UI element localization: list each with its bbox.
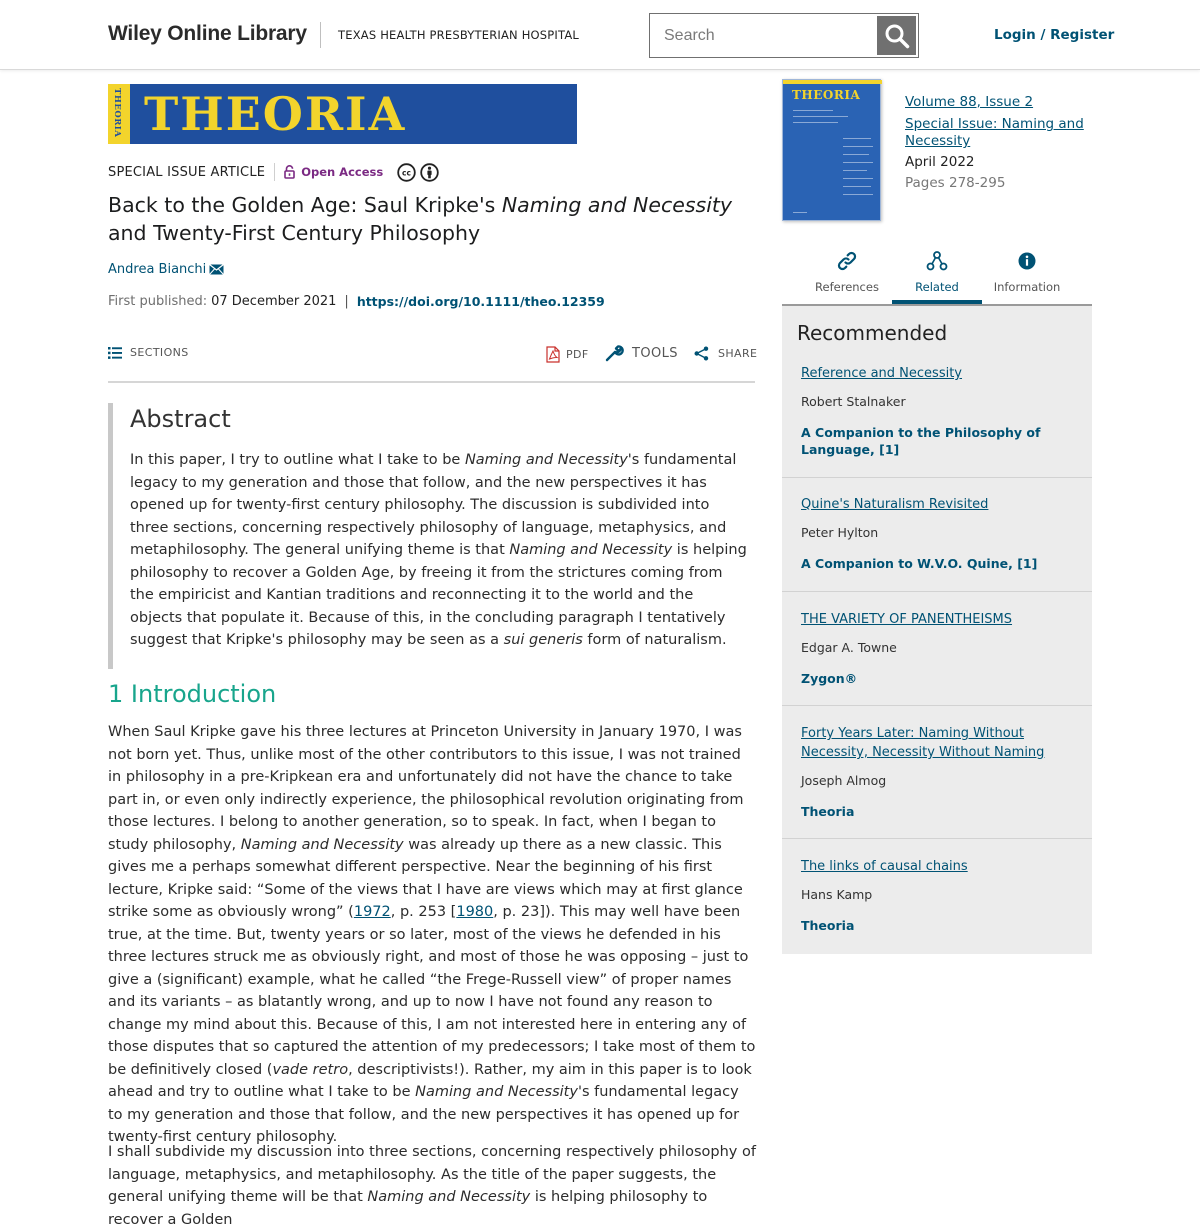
cover-text-line <box>843 186 871 187</box>
recommended-author: Robert Stalnaker <box>801 394 906 409</box>
tab-label: Information <box>993 280 1061 294</box>
tab-information[interactable] <box>982 248 1072 302</box>
cover-top-strip <box>783 80 882 84</box>
recommended-title-link[interactable]: Forty Years Later: Naming Without Necessity, Necessity Without Naming <box>801 726 1045 760</box>
author-row <box>108 262 224 277</box>
body-text-part: , descriptivists!). Rather, my aim in this paper is to look ahead and try to outline what I take to be <box>108 1061 752 1100</box>
tab-references[interactable] <box>802 248 892 302</box>
pub-separator: | <box>344 294 349 309</box>
abstract-text-part: 's fundamental legacy to my generation and those that follow, and the new perspectives it has opened up for twenty-first century philosophy. The discussion is subdivided into three sections, concerning respectively philosophy of language, metaphysics, and metaphilosophy. The general unifying theme is that <box>130 452 737 558</box>
body-italic: Naming and Necessity <box>367 1189 531 1205</box>
title-text: and Twenty-First Century Philosophy <box>108 221 481 245</box>
sections-label: SECTIONS <box>130 346 189 359</box>
search-input[interactable] <box>650 14 876 57</box>
body-text-part: I shall subdivide my discussion into three sections, concerning respectively philosophy of language, metaphysics, and metaphilosophy. As the title of the paper suggests, the general unifying theme will be that <box>108 1144 756 1205</box>
issue-info <box>905 94 1095 192</box>
banner-side-text: THEORIA <box>112 88 122 138</box>
abstract-text-part: is helping philosophy to recover a Golden Age, by freeing it from the strictures coming from the empiricist and Kantian traditions and reconnecting it to the world and the objects that populate it. Because of this, in the concluding paragraph I tentatively suggest that Kripke's philosophy may be seen as a <box>130 542 747 648</box>
toolbar-divider <box>108 381 755 383</box>
abstract-heading: Abstract <box>130 405 231 433</box>
recommended-source-link[interactable]: A Companion to the Philosophy of Language, [1] <box>801 425 1041 457</box>
first-published-label: First published: <box>108 294 208 309</box>
tab-label: Related <box>915 280 959 294</box>
header-divider <box>320 22 321 48</box>
recommended-item <box>782 354 1092 478</box>
recommended-author: Hans Kamp <box>801 887 873 902</box>
recommended-source-link[interactable]: Theoria <box>801 804 855 819</box>
search-box <box>649 13 919 58</box>
cover-text-line <box>843 178 873 179</box>
special-issue-link[interactable]: Special Issue: Naming and Necessity <box>905 116 1084 149</box>
site-logo[interactable]: Wiley Online Library <box>108 22 307 45</box>
link-icon <box>836 250 858 272</box>
search-icon <box>884 23 910 49</box>
citation-link-1972[interactable]: 1972 <box>353 904 391 920</box>
pdf-button[interactable] <box>546 346 589 363</box>
article-type: SPECIAL ISSUE ARTICLE <box>108 164 266 180</box>
title-text: Back to the Golden Age: Saul Kripke's <box>108 193 502 217</box>
recommended-item <box>782 592 1092 706</box>
abstract-text-part: In this paper, I try to outline what I take to be <box>130 452 465 468</box>
recommended-source-link[interactable]: Zygon® <box>801 671 858 686</box>
cover-text-line <box>793 110 833 111</box>
banner-side-strip <box>108 84 130 144</box>
pdf-label: PDF <box>566 348 589 361</box>
journal-banner[interactable] <box>108 84 577 144</box>
tools-label: TOOLS <box>632 345 678 361</box>
share-icon <box>694 346 709 361</box>
body-text-part: is helping philosophy to recover a Golden <box>108 1189 708 1228</box>
recommended-panel <box>782 306 1092 954</box>
recommended-title-link[interactable]: The links of causal chains <box>801 859 968 874</box>
journal-title: THEORIA <box>144 87 407 141</box>
share-label: SHARE <box>718 347 758 360</box>
site-header <box>0 0 1200 70</box>
wrench-icon <box>605 344 623 362</box>
tools-button[interactable] <box>605 344 678 362</box>
open-lock-icon <box>284 165 295 179</box>
search-button[interactable] <box>877 16 916 55</box>
cover-text-line <box>793 116 848 117</box>
sidebar-tabs <box>802 248 1092 304</box>
institution-name: TEXAS HEALTH PRESBYTERIAN HOSPITAL <box>338 28 580 42</box>
cover-text-line <box>793 212 807 213</box>
login-register-link[interactable]: Login / Register <box>994 27 1115 43</box>
issue-date: April 2022 <box>905 154 975 170</box>
introduction-paragraph-1 <box>108 721 756 1149</box>
article-title <box>108 191 758 247</box>
cover-text-line <box>843 146 873 147</box>
article-type-row <box>108 162 439 182</box>
creative-commons-icon[interactable] <box>397 163 416 182</box>
issue-pages: Pages 278-295 <box>905 175 1006 191</box>
network-icon <box>926 250 948 272</box>
body-text-part: 's fundamental legacy to my generation and those that follow, and the new perspectives it has opened up for twenty-first century philosophy. <box>108 1084 740 1145</box>
list-icon <box>108 347 122 359</box>
divider <box>274 163 275 181</box>
sections-button[interactable] <box>108 346 189 359</box>
recommended-item <box>782 706 1092 839</box>
recommended-title-link[interactable]: THE VARIETY OF PANENTHEISMS <box>801 612 1013 627</box>
first-published-date: 07 December 2021 <box>211 294 337 309</box>
body-text-part: When Saul Kripke gave his three lectures at Princeton University in January 1970, I was not born yet. Thus, unlike most of the other contributors to this issue, I was not trained in philosophy in a pre-Kripkean era and unfortunately did not have the chance to take part in, or even only indirectly experience, the philosophical revolution originating from those lectures. I belong to another generation, so to speak. In fact, when I began to study philosophy, <box>108 724 744 853</box>
body-italic: vade retro <box>272 1061 349 1078</box>
introduction-heading: 1 Introduction <box>108 680 277 708</box>
email-icon[interactable] <box>209 264 224 275</box>
cover-text-line <box>793 122 838 123</box>
recommended-heading: Recommended <box>797 321 948 345</box>
abstract-section <box>108 403 756 669</box>
abstract-text <box>130 449 750 652</box>
body-italic: Naming and Necessity <box>415 1084 578 1100</box>
volume-issue-link[interactable]: Volume 88, Issue 2 <box>905 94 1034 110</box>
issue-cover-image[interactable] <box>782 79 881 221</box>
recommended-title-link[interactable]: Reference and Necessity <box>801 366 963 381</box>
cover-title: THEORIA <box>792 88 861 102</box>
share-button[interactable] <box>694 346 757 361</box>
attribution-icon[interactable] <box>420 163 439 182</box>
abstract-italic: Naming and Necessity <box>509 542 673 558</box>
cover-text-line <box>843 170 867 171</box>
tab-label: References <box>815 280 879 294</box>
pdf-icon <box>546 346 560 363</box>
tab-related[interactable] <box>892 248 982 302</box>
recommended-title-link[interactable]: Quine's Naturalism Revisited <box>801 497 989 512</box>
body-italic: Naming and Necessity <box>240 836 404 853</box>
abstract-italic: sui generis <box>503 632 583 648</box>
body-text-part: was already up there as a new classic. This gives me a perhaps somewhat different perspective. Near the beginning of his first lecture, Kripke said: “Some of the views that I have are views which may at first glance strike some as obviously wrong” ( <box>108 836 743 920</box>
body-text-part: , p. 253 [ <box>390 904 457 920</box>
cover-text-line <box>843 162 873 163</box>
abstract-text-part: form of naturalism. <box>582 632 727 648</box>
abstract-italic: Naming and Necessity <box>464 452 628 468</box>
author-link[interactable]: Andrea Bianchi <box>108 262 207 277</box>
introduction-paragraph-2 <box>108 1141 756 1231</box>
svg-text:cc: cc <box>402 168 412 178</box>
recommended-author: Peter Hylton <box>801 525 879 540</box>
recommended-source-link[interactable]: A Companion to W.V.O. Quine, [1] <box>801 556 1038 571</box>
cover-text-line <box>843 138 871 139</box>
recommended-item <box>782 839 1092 954</box>
recommended-item <box>782 478 1092 592</box>
publication-info <box>108 294 605 309</box>
body-text-part: , p. 23]). This may well have been true, at the time. But, twenty years or so later, most of the views he defended in his three lectures struck me as obviously right, and most of those he was opposing – just to give a (significant) example, what he called “the Frege-Russell view” of proper names and its variants – as blatantly wrong, and up to now I have not found any reason to change my mind about this. Because of this, I am not interested here in entering any of those disputes that so captured the attention of my predecessors; I take most of them to be definitively closed ( <box>108 904 756 1078</box>
cover-text-line <box>843 194 873 195</box>
active-tab-indicator <box>892 300 982 304</box>
open-access-label: Open Access <box>301 165 384 179</box>
info-icon <box>1016 250 1038 272</box>
recommended-author: Edgar A. Towne <box>801 640 897 655</box>
recommended-author: Joseph Almog <box>801 773 887 788</box>
cover-text-line <box>843 154 869 155</box>
article-toolbar <box>108 344 758 368</box>
doi-link[interactable]: https://doi.org/10.1111/theo.12359 <box>356 294 605 309</box>
recommended-source-link[interactable]: Theoria <box>801 918 855 933</box>
title-italic-text: Naming and Necessity <box>501 193 733 217</box>
citation-link-1980[interactable]: 1980 <box>456 904 494 920</box>
